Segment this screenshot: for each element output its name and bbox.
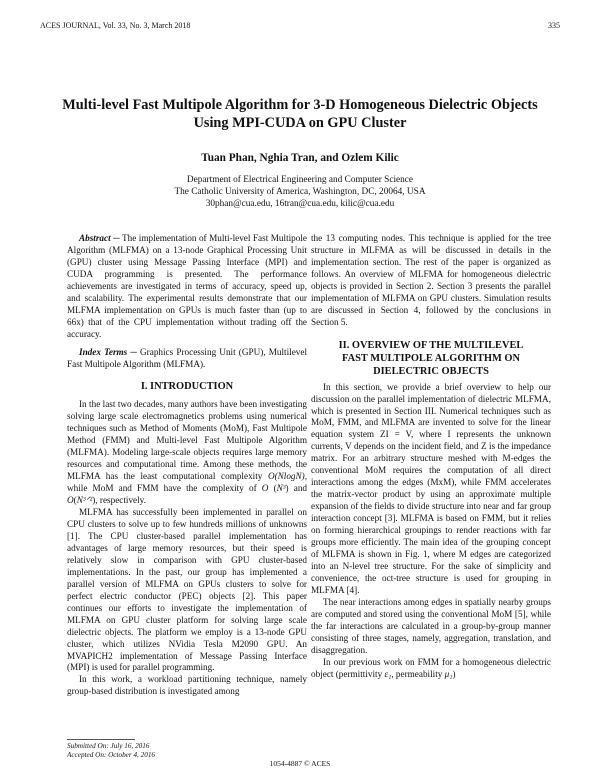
intro-p1-text-c: ( [268,483,277,494]
abstract-text: The implementation of Multi-level Fast Multipole Algorithm (MLFMA) on a 13-node Graphical Processing Unit (GPU) cluster using Message Passing Interface (MPI) and CUDA programming is presented. The performance achievements are investigated in terms of accuracy, speed up, and scalability. The experimental results demonstrate that our MLFMA implementation on GPUs is much faster than (up to 66x) that of the CPU implementation without trading off the accuracy. [67,233,307,339]
left-column [67,233,307,698]
section2-heading-line3: DIELECTRIC OBJECTS [373,365,489,377]
affiliation-emails: 30phan@cua.edu, 16tran@cua.edu, kilic@cua.edu [205,199,395,209]
math-mu: μ₁ [444,668,453,679]
overview-p3-text-c: ) [452,668,456,679]
journal-header: ACES JOURNAL, Vol. 33, No. 3, March 2018 [40,21,191,30]
overview-paragraph-2: The near interactions among edges in spatially nearby groups are computed and stored using the conventional MoM [5], while the far interactions are calculated in a group-by-group manner consisting of three stages, namely, aggregation, translation, and disaggregation. [311,596,551,655]
page-number: 335 [548,21,560,30]
submitted-date: Submitted On: July 16, 2016 [67,742,150,750]
intro-p1-text-a: In the last two decades, many authors have been investigating solving large scale electromagnetics problems using numerical techniques such as Method of Moments (MoM), Fast Multipole Method (FMM) and Multi-level Fast Multipole Algorithm (MLFMA). Modeling large-scale objects requires large memory resources and computational time. Among these methods, the MLFMA has the least computational complexity [67,399,307,482]
math-o-2: O [67,495,74,506]
paper-title: Multi-level Fast Multipole Algorithm for 3-D Homogeneous Dielectric Objects Using MPI-CUDA on GPU Cluster [62,97,538,131]
section2-heading [311,339,551,378]
affiliation-department: Department of Electrical Engineering and Computer Science [186,175,414,185]
abstract-label: Abstract [79,233,111,243]
overview-p3-text-b: , permeability [391,668,445,679]
intro-p1-text-b: , while MoM and FMM have the complexity of [67,471,307,494]
math-epsilon: ε₁ [384,668,392,679]
section1-heading: I. INTRODUCTION [140,381,234,393]
overview-paragraph-1: In this section, we provide a brief overview to help our discussion on the parallel implementation of dielectric MLFMA, which is presented in Section III. Numerical techniques such as MoM, FMM, and MLFMA are invented to solve for the linear equation system ZI = V, where I represents the unknown currents, V depends on the incident field, and Z is the impedance matrix. For an arbitrary structure meshed with M-edges the conventional MoM requires the computation of all direct interactions among the edges (MxM), while FMM accelerates the matrix-vector product by using an approximate multiple expansion of the fields to divide structure into near and far group interaction concept [3]. MLFMA is based on FMM, but it relies on forming hierarchical groupings to render reactions with far groups more efficiently. The main idea of the grouping concept of MLFMA is shown in Fig. 1, where M edges are categorized into an N-level tree structure. For the sake of simplicity and convenience, the oct-tree structure is used for grouping in MLFMA [4]. [311,381,551,595]
math-nlogn: O(NlogN) [267,471,305,482]
intro-p1-text-f: ), respectively. [92,495,146,506]
affiliation [0,174,600,210]
math-n32: N³ᐟ² [76,495,93,506]
overview-paragraph-3 [311,657,551,681]
index-terms [67,347,307,371]
affiliation-university: The Catholic University of America, Washington, DC, 20064, USA [174,187,426,197]
right-column [311,233,551,680]
intro-paragraph-3: In this work, a workload partitioning technique, namely group-based distribution is investigated among [67,674,307,697]
intro-continuation: the 13 computing nodes. This technique is applied for the tree structure in MLFMA as will be discussed in details in the implementation section. The rest of the paper is organized as follows. An overview of MLFMA for homogeneous dielectric objects is provided in Section 2. Section 3 presents the parallel implementation of MLFMA on GPU clusters. Simulation results are discussed in Section 4, followed by the conclusions in Section 5. [311,233,551,327]
copyright-footer: 1054-4887 © ACES [269,759,331,768]
overview-p3-text-a: In our previous work on FMM for a homogeneous dielectric object (permittivity [311,656,551,679]
abstract [67,233,307,341]
index-terms-text: Graphics Processing Unit (GPU), Multilevel Fast Multipole Algorithm (MLFMA). [67,346,307,369]
intro-paragraph-1 [67,399,307,507]
abstract-dash: ─ [110,233,122,243]
section2-heading-line2: FAST MULTIPOLE ALGORITHM ON [342,352,520,364]
index-terms-dash: ─ [127,346,141,357]
footnotes [67,742,155,760]
intro-paragraph-2: MLFMA has successfully been implemented in parallel on CPU clusters to solve up to few hundreds millions of unknowns [1]. The CPU cluster-based parallel implementation has advantages of large memory resources, but their speed is relatively slow in comparison with GPU cluster-based implementations. In the past, our group has implemented a parallel version of MLFMA on GPUs clusters to solve for perfect electric conductor (PEC) objects [2]. This paper continues our efforts to investigate the implementation of MLFMA on GPU cluster platform for solving large scale dielectric objects. The platform we employ is a 13-node GPU cluster, which utilizes NVidia Tesla M2090 GPU. An MVAPICH2 implementation of Message Passing Interface (MPI) is used for parallel programming. [67,507,307,673]
accepted-date: Accepted On: October 4, 2016 [67,751,156,759]
authors: Tuan Phan, Nghia Tran, and Ozlem Kilic [201,152,399,164]
index-terms-label: Index Terms [79,346,128,357]
intro-p1-text-d: ) and [285,483,308,494]
section2-heading-line1: II. OVERVIEW OF THE MULTILEVEL [338,339,524,351]
footnote-rule [67,739,135,740]
math-o: O [261,483,269,494]
intro-p1-text-e: ( [73,495,77,506]
math-n3: N³ [276,483,286,494]
